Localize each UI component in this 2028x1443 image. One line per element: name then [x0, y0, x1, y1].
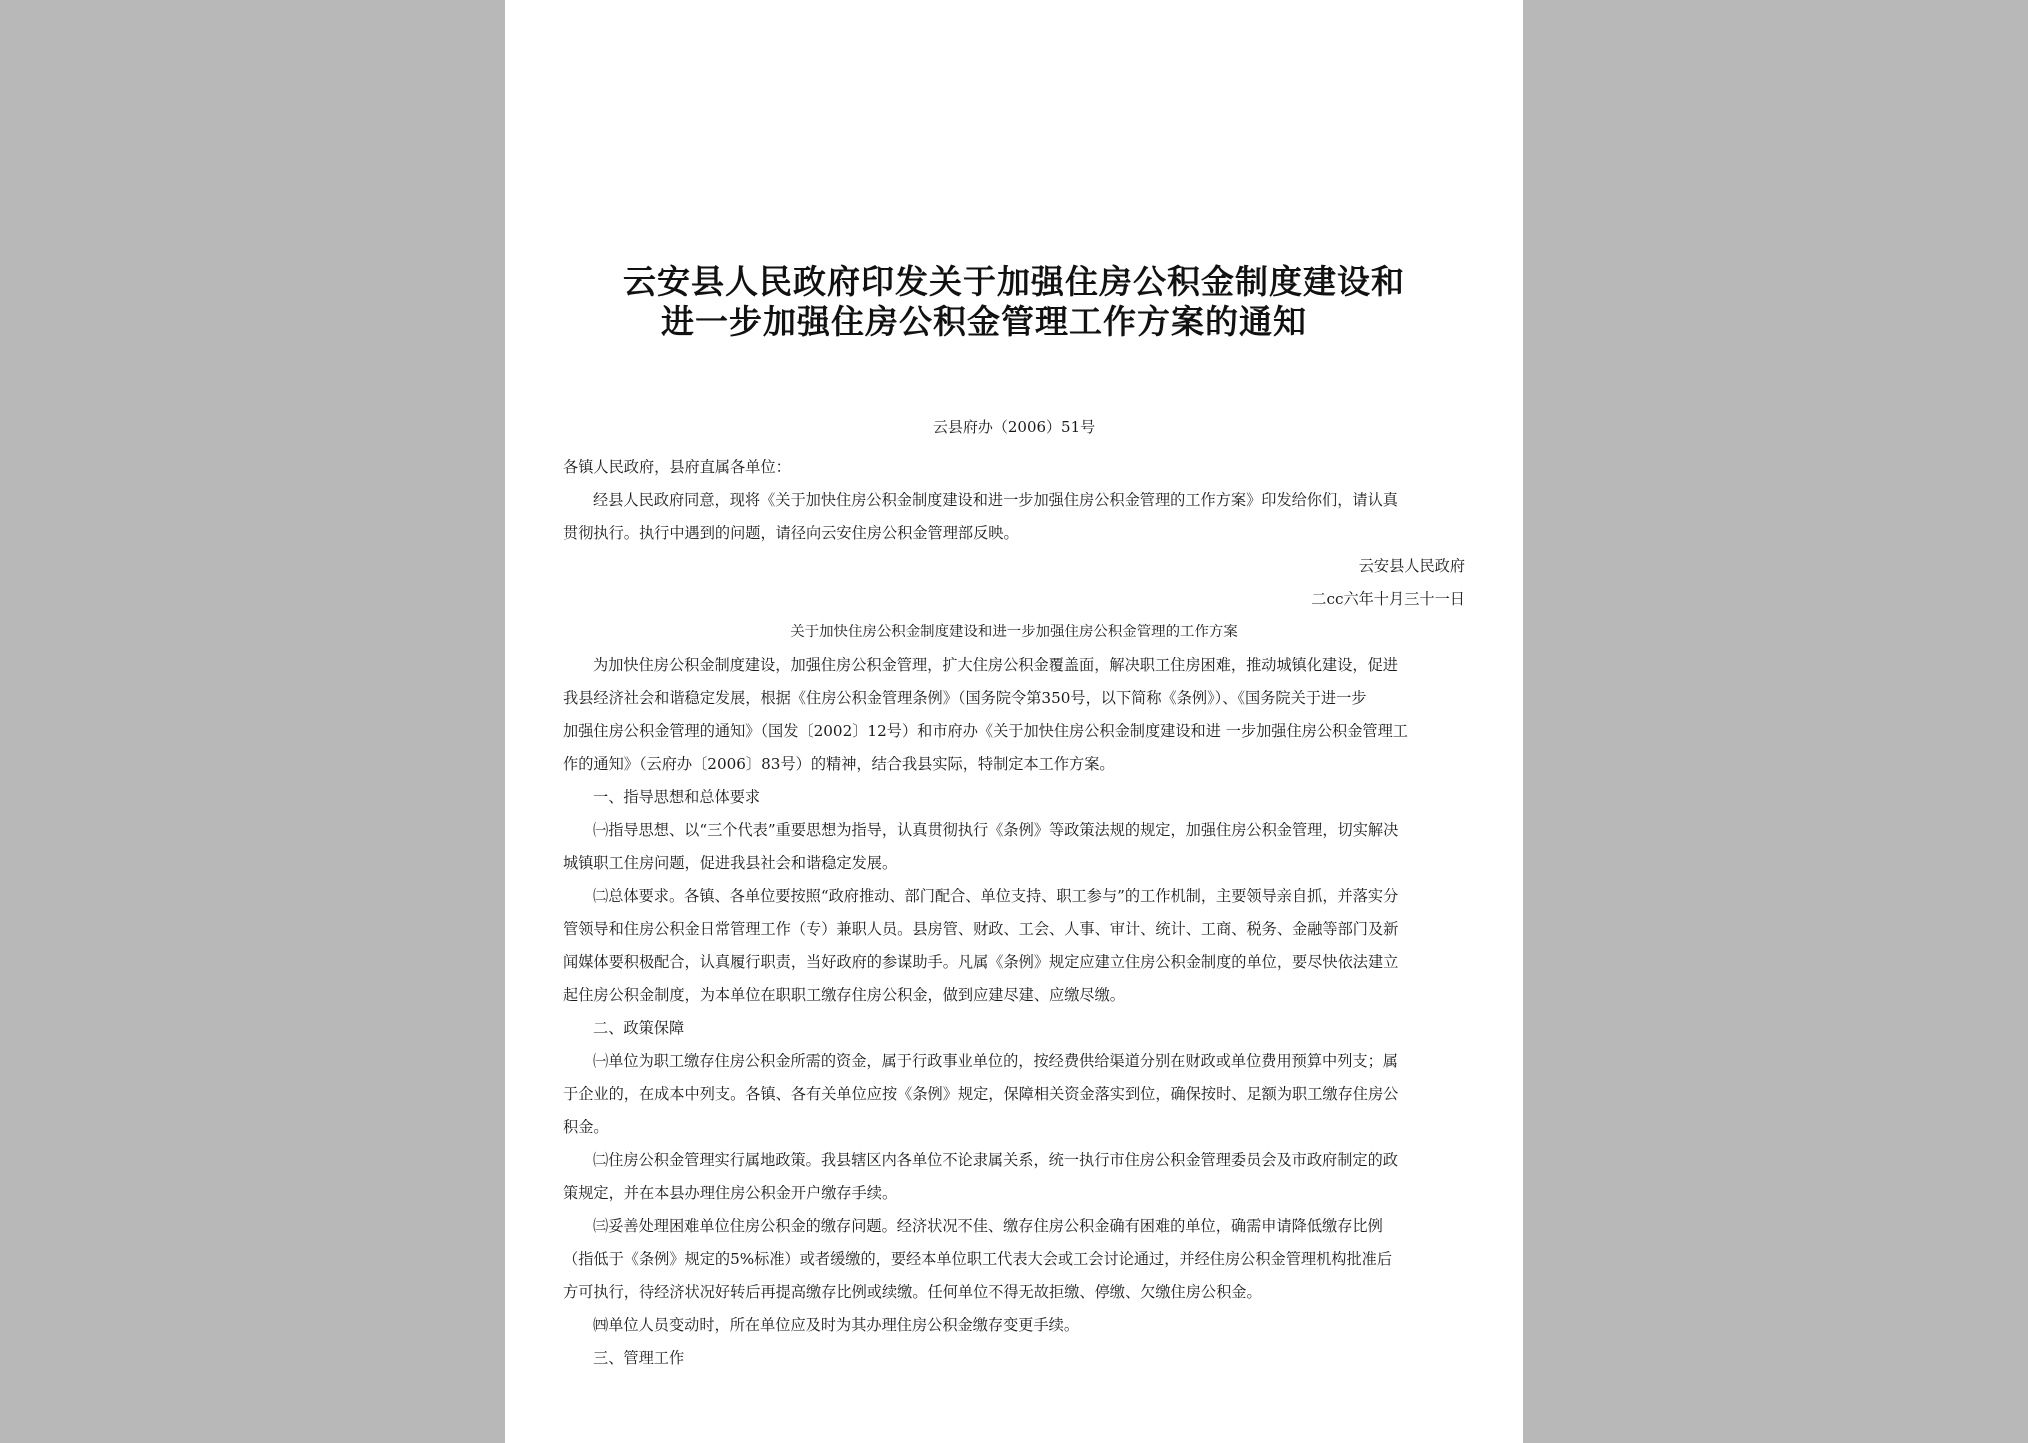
body-line: 于企业的，在成本中列支。各镇、各有关单位应按《条例》规定，保障相关资金落实到位，确保按时、足额为职工缴存住房公 — [563, 1085, 1399, 1103]
body-line: （指低于《条例》规定的5%标准）或者缓缴的，要经本单位职工代表大会或工会讨论通过，并经住房公积金管理机构批准后 — [563, 1250, 1393, 1268]
body-line: 起住房公积金制度，为本单位在职职工缴存住房公积金，做到应建尽建、应缴尽缴。 — [563, 986, 1125, 1004]
issuer-signature: 云安县人民政府 — [1358, 557, 1465, 575]
body-line: 方可执行，待经济状况好转后再提高缴存比例或续缴。任何单位不得无故拒缴、停缴、欠缴住房公积金。 — [563, 1283, 1262, 1301]
section-heading: 三、管理工作 — [593, 1349, 685, 1367]
body-line: ㈢妥善处理困难单位住房公积金的缴存问题。经济状况不佳、缴存住房公积金确有困难的单位，确需申请降低缴存比例 — [593, 1217, 1383, 1235]
body-line: 策规定，并在本县办理住房公积金开户缴存手续。 — [563, 1184, 898, 1202]
body-line: 管领导和住房公积金日常管理工作（专）兼职人员。县房管、财政、工会、人事、审计、统计、工商、税务、金融等部门及新 — [563, 920, 1399, 938]
body-line: 我县经济社会和谐稳定发展，根据《住房公积金管理条例》（国务院令第350号，以下简称《条例》）、《国务院关于进一步 — [563, 689, 1367, 707]
body-line: 为加快住房公积金制度建设，加强住房公积金管理，扩大住房公积金覆盖面，解决职工住房困难，推动城镇化建设，促进 — [593, 656, 1398, 674]
body-line: ㈡总体要求。各镇、各单位要按照“政府推动、部门配合、单位支持、职工参与”的工作机制，主要领导亲自抓，并落实分 — [593, 887, 1399, 905]
body-line: 闻媒体要积极配合，认真履行职责，当好政府的参谋助手。凡属《条例》规定应建立住房公积金制度的单位，要尽快依法建立 — [563, 953, 1399, 971]
body-line: ㈡住房公积金管理实行属地政策。我县辖区内各单位不论隶属关系，统一执行市住房公积金管理委员会及市政府制定的政 — [593, 1151, 1398, 1169]
document-title — [505, 262, 1523, 342]
addressee: 各镇人民政府，县府直属各单位： — [563, 458, 791, 476]
attachment-title: 关于加快住房公积金制度建设和进一步加强住房公积金管理的工作方案 — [790, 624, 1238, 640]
body-line: ㈠指导思想、以“三个代表”重要思想为指导，认真贯彻执行《条例》等政策法规的规定，加强住房公积金管理，切实解决 — [593, 821, 1399, 839]
title-line-1: 云安县人民政府印发关于加强住房公积金制度建设和 — [623, 262, 1405, 301]
body-line: 加强住房公积金管理的通知》（国发〔2002〕12号）和市府办《关于加快住房公积金制度建设和进 一步加强住房公积金管理工 — [563, 722, 1408, 740]
section-heading: 二、政策保障 — [593, 1019, 685, 1037]
body-line: 作的通知》（云府办〔2006〕83号）的精神，结合我县实际，特制定本工作方案。 — [563, 755, 1115, 773]
body-line: 经县人民政府同意，现将《关于加快住房公积金制度建设和进一步加强住房公积金管理的工作方案》印发给你们，请认真 — [593, 491, 1398, 509]
issue-date: 二cc六年十月三十一日 — [1311, 590, 1465, 608]
body-line: ㈠单位为职工缴存住房公积金所需的资金，属于行政事业单位的，按经费供给渠道分别在财政或单位费用预算中列支；属 — [593, 1052, 1398, 1070]
body-line: 城镇职工住房问题，促进我县社会和谐稳定发展。 — [563, 854, 898, 872]
body-line: 贯彻执行。执行中遇到的问题，请径向云安住房公积金管理部反映。 — [563, 524, 1019, 542]
title-line-2: 进一步加强住房公积金管理工作方案的通知 — [661, 302, 1307, 341]
body-line: ㈣单位人员变动时，所在单位应及时为其办理住房公积金缴存变更手续。 — [593, 1316, 1079, 1334]
section-heading: 一、指导思想和总体要求 — [593, 788, 761, 806]
document-number: 云县府办（2006）51号 — [932, 418, 1096, 436]
document-page — [505, 0, 1523, 1443]
body-line: 积金。 — [563, 1118, 609, 1136]
